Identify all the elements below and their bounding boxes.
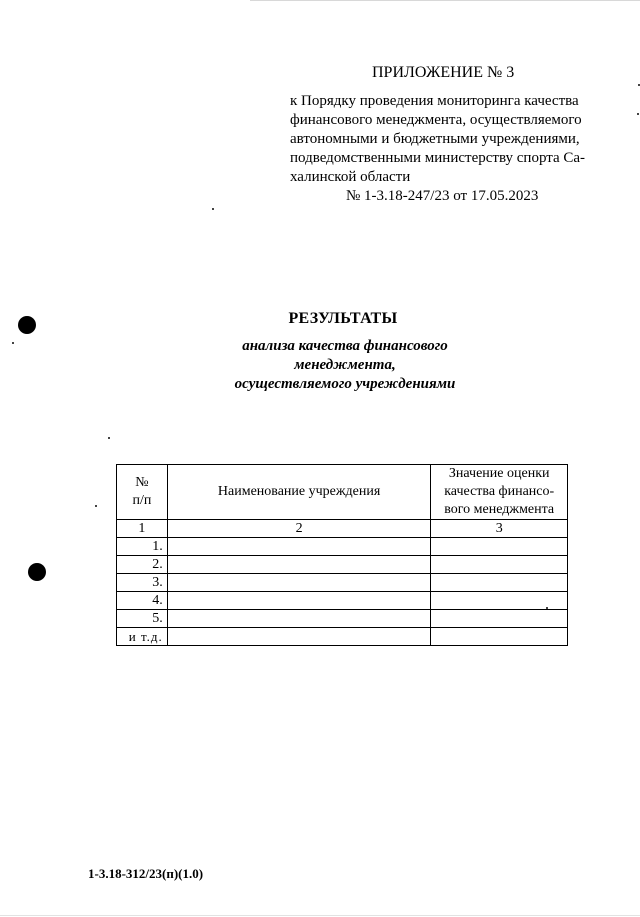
- column-number: 2: [167, 520, 431, 538]
- table-header-row: [117, 465, 568, 520]
- row-institution-cell: [167, 574, 431, 592]
- scan-speck: [95, 505, 97, 507]
- row-number: 3.: [117, 574, 168, 592]
- annex-reference: № 1-3.18-247/23 от 17.05.2023: [346, 188, 539, 204]
- row-institution-cell: [167, 556, 431, 574]
- punch-hole-mark: [28, 563, 46, 581]
- scan-speck: [108, 437, 110, 439]
- row-value-cell: [431, 556, 568, 574]
- table-row: [117, 574, 568, 592]
- row-value-cell: [431, 574, 568, 592]
- row-institution-cell: [167, 592, 431, 610]
- row-value-cell: [431, 610, 568, 628]
- row-number: 1.: [117, 538, 168, 556]
- subtitle-line: осуществляемого учреждениями: [234, 376, 456, 392]
- row-value-cell: [431, 628, 568, 646]
- scan-speck: [637, 113, 639, 115]
- table-row: [117, 592, 568, 610]
- annex-line: халинской области: [290, 169, 411, 185]
- header-institution-name: Наименование учреждения: [167, 465, 431, 520]
- row-number: 2.: [117, 556, 168, 574]
- annex-line: к Порядку проведения мониторинга качества: [290, 93, 579, 109]
- annex-line: автономными и бюджетными учреждениями,: [290, 131, 580, 147]
- column-number: 3: [431, 520, 568, 538]
- row-number: и т.д.: [117, 628, 168, 646]
- row-institution-cell: [167, 538, 431, 556]
- table-row: [117, 556, 568, 574]
- subtitle-line: анализа качества финансового менеджмента,: [242, 338, 448, 373]
- row-institution-cell: [167, 628, 431, 646]
- table-row: [117, 628, 568, 646]
- annex-description: [290, 92, 600, 206]
- punch-hole-mark: [18, 316, 36, 334]
- row-value-cell: [431, 538, 568, 556]
- document-title: РЕЗУЛЬТАТЫ: [288, 310, 398, 327]
- table-row: [117, 610, 568, 628]
- annex-title: ПРИЛОЖЕНИЕ № 3: [372, 64, 515, 81]
- scan-speck: [12, 342, 14, 344]
- header-number: № п/п: [117, 465, 168, 520]
- scan-edge-top: [250, 0, 640, 1]
- annex-line: финансового менеджмента, осуществляемого: [290, 112, 582, 128]
- document-subtitle: [190, 337, 500, 394]
- scan-speck: [546, 607, 548, 609]
- table-row: [117, 538, 568, 556]
- annex-line: подведомственными министерству спорта Са-: [290, 150, 586, 166]
- scan-edge-bottom: [0, 915, 640, 916]
- column-number: 1: [117, 520, 168, 538]
- header-assessment-value: Значение оценки качества финансо- вого менеджмента: [431, 465, 568, 520]
- row-number: 4.: [117, 592, 168, 610]
- results-table: [116, 464, 568, 646]
- scan-speck: [212, 208, 214, 210]
- row-number: 5.: [117, 610, 168, 628]
- column-numbers-row: [117, 520, 568, 538]
- document-code: 1-3.18-312/23(п)(1.0): [88, 866, 204, 881]
- row-institution-cell: [167, 610, 431, 628]
